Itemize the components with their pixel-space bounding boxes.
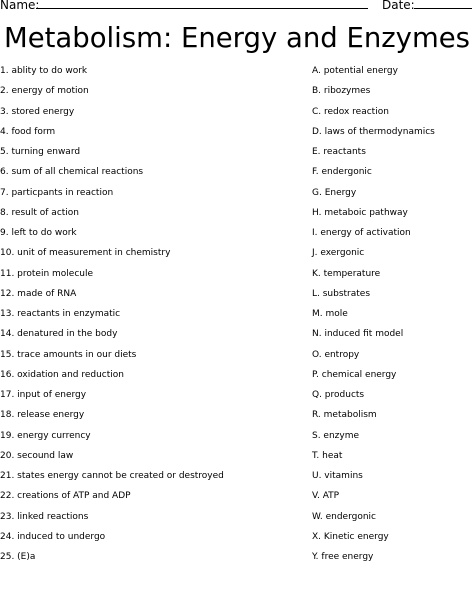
answer-item: Q. products	[312, 390, 365, 400]
answer-item: T. heat	[312, 450, 343, 461]
term-item: 3. stored energy	[0, 106, 75, 117]
header	[0, 0, 474, 14]
term-item: 13. reactants in enzymatic	[0, 309, 121, 319]
date-label: Date:	[382, 0, 415, 12]
answer-item: H. metaboic pathway	[312, 207, 408, 218]
answer-item: W. endergonic	[312, 511, 376, 522]
answer-item: B. ribozymes	[312, 86, 371, 97]
term-item: 12. made of RNA	[0, 288, 77, 299]
term-item: 21. states energy cannot be created or destroyed	[0, 471, 224, 481]
answer-item: S. enzyme	[312, 430, 360, 441]
answer-item: K. temperature	[312, 268, 381, 279]
term-item: 20. secound law	[0, 450, 74, 461]
answer-item: N. induced fit model	[312, 329, 404, 340]
term-item: 24. induced to undergo	[0, 531, 106, 542]
term-item: 11. protein molecule	[0, 268, 94, 279]
term-item: 4. food form	[0, 126, 56, 137]
answer-item: R. metabolism	[312, 410, 377, 421]
term-item: 18. release energy	[0, 410, 85, 421]
answer-item: U. vitamins	[312, 471, 363, 481]
term-item: 14. denatured in the body	[0, 329, 118, 340]
term-item: 2. energy of motion	[0, 86, 89, 97]
term-item: 19. energy currency	[0, 430, 91, 441]
term-item: 25. (E)a	[0, 552, 36, 562]
term-item: 1. ablity to do work	[0, 66, 88, 76]
answers-list	[312, 64, 435, 570]
answer-item: D. laws of thermodynamics	[312, 126, 435, 137]
answer-item: J. exergonic	[312, 248, 365, 259]
answer-item: E. reactants	[312, 147, 366, 157]
term-item: 10. unit of measurement in chemistry	[0, 248, 171, 259]
term-item: 17. input of energy	[0, 390, 87, 400]
name-field-line	[36, 8, 368, 9]
answer-item: F. endergonic	[312, 167, 372, 178]
term-item: 5. turning enward	[0, 147, 81, 157]
answer-item: P. chemical energy	[312, 369, 397, 380]
answer-item: Y. free energy	[312, 552, 374, 562]
answer-item: C. redox reaction	[312, 106, 389, 117]
term-item: 15. trace amounts in our diets	[0, 349, 137, 360]
answer-item: A. potential energy	[312, 66, 398, 76]
date-field-line	[414, 8, 472, 9]
answer-item: I. energy of activation	[312, 228, 411, 238]
terms-list	[0, 64, 224, 570]
term-item: 23. linked reactions	[0, 511, 89, 522]
answer-item: G. Energy	[312, 187, 357, 198]
page-title: Metabolism: Energy and Enzymes	[3, 22, 470, 54]
term-item: 7. particpants in reaction	[0, 187, 114, 198]
answer-item: O. entropy	[312, 349, 360, 360]
answer-item: X. Kinetic energy	[312, 531, 389, 542]
name-label: Name:	[0, 0, 40, 12]
term-item: 22. creations of ATP and ADP	[0, 491, 131, 502]
term-item: 16. oxidation and reduction	[0, 369, 124, 380]
term-item: 6. sum of all chemical reactions	[0, 167, 144, 178]
term-item: 8. result of action	[0, 207, 80, 218]
term-item: 9. left to do work	[0, 228, 77, 238]
answer-item: L. substrates	[312, 288, 371, 299]
answer-item: V. ATP	[312, 491, 340, 502]
answer-item: M. mole	[312, 309, 348, 319]
